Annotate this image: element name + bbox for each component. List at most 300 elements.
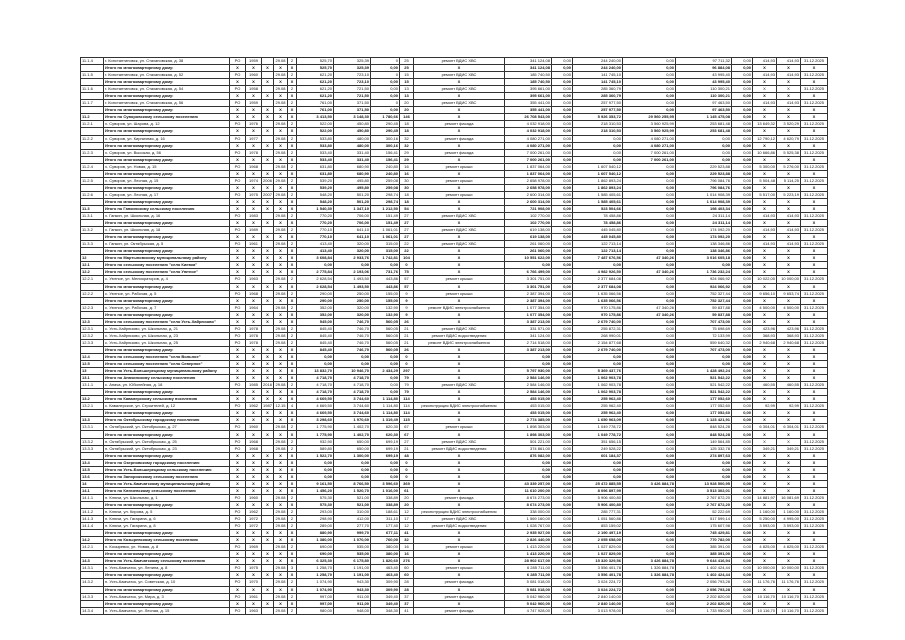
- table-cell: 14.3.4: [81, 607, 104, 614]
- table-cell: 0,00: [371, 262, 400, 269]
- table-cell: 41: [400, 607, 414, 614]
- table-cell: 1968: [246, 445, 262, 452]
- table-cell: 218 310,53: [573, 121, 623, 128]
- table-cell: Х: [230, 368, 246, 375]
- table-cell: Х: [262, 128, 274, 135]
- table-cell: Х: [230, 269, 246, 276]
- table-cell: 575,30: [297, 494, 334, 501]
- table-cell: 16 081,69: [777, 494, 801, 501]
- table-cell: РО: [230, 339, 246, 346]
- table-cell: 0,00: [623, 72, 676, 79]
- table-cell: 2: [288, 72, 297, 79]
- table-cell: 151,49: [371, 220, 400, 227]
- table-cell: 309,90: [371, 586, 400, 593]
- table-cell: РО: [230, 58, 246, 65]
- table-cell: 0,00: [552, 262, 573, 269]
- table-cell: Х: [230, 361, 246, 368]
- table-cell: п. Октябрьский, ул. Октябрьская, д. 27: [104, 424, 230, 431]
- table-cell: 0,00: [573, 142, 623, 149]
- table-cell: 315,00: [371, 248, 400, 255]
- table-cell: 29.08: [275, 607, 286, 613]
- table-cell: Х: [777, 558, 801, 565]
- table-cell: 619 138,00: [505, 227, 552, 234]
- table-cell: 177,40: [371, 523, 400, 530]
- table-body: [81, 58, 828, 615]
- table-cell: 0,00: [573, 473, 623, 480]
- table-cell: 761,00: [297, 100, 334, 107]
- table-cell: 1 049 778,72: [573, 424, 623, 431]
- table-cell: Итого по многоквартирному дому:: [104, 297, 230, 304]
- table-cell: 79: [400, 375, 414, 382]
- table-cell: 309,90: [371, 579, 400, 586]
- table-cell: 460,55: [753, 382, 777, 389]
- table-cell: 0,00: [732, 509, 753, 516]
- table-cell: 155,00: [371, 290, 400, 297]
- table-cell: Итого по многоквартирному дому:: [104, 128, 230, 135]
- table-cell: 29.08: [275, 523, 286, 529]
- table-cell: Х: [274, 368, 288, 375]
- table-cell: 1 493,50: [334, 283, 371, 290]
- table-cell: 110 300,21: [676, 86, 732, 93]
- table-cell: 261 060,00: [505, 241, 552, 248]
- table-cell: 0,00: [623, 452, 676, 459]
- table-row: [81, 142, 828, 149]
- table-cell: [81, 65, 104, 72]
- table-cell: Х: [288, 318, 297, 325]
- table-cell: 770,10: [297, 227, 334, 234]
- table-cell: 0,00: [297, 262, 334, 269]
- table-cell: 2 377 684,08: [573, 276, 623, 283]
- table-cell: Х: [262, 107, 274, 114]
- table-cell: Х: [777, 361, 801, 368]
- table-cell: 848 524,28: [676, 431, 732, 438]
- table-cell: ремонт фасада: [414, 121, 505, 128]
- table-cell: Х: [288, 170, 297, 177]
- table-cell: 1968: [246, 438, 262, 445]
- table-cell: 0,00: [371, 79, 400, 86]
- table-cell: 932,90: [297, 438, 334, 445]
- table-row: [81, 607, 828, 614]
- table-cell: 1963: [246, 276, 262, 283]
- table-cell: 4 982 926,50: [573, 269, 623, 276]
- table-cell: 5 517,00: [753, 191, 777, 198]
- table-cell: ремонт фасада: [414, 593, 505, 600]
- table-cell: 445 045,80: [573, 227, 623, 234]
- table-cell: 4 080 271,00: [505, 142, 552, 149]
- table-cell: 0,00: [552, 114, 573, 121]
- table-cell: Итого по сельскому поселению "село Вольное": [104, 353, 230, 360]
- table-cell: 122 713,14: [573, 248, 623, 255]
- table-cell: 11.3.1: [81, 213, 104, 220]
- table-cell: 31.12.2025: [801, 100, 828, 107]
- table-cell: Х: [274, 220, 288, 227]
- table-cell: 0,00: [623, 537, 676, 544]
- table-cell: 0,00: [334, 353, 371, 360]
- table-cell: 0,00: [552, 586, 573, 593]
- table-cell: 1 428 492,24: [676, 368, 732, 375]
- table-cell: Х: [753, 438, 777, 445]
- table-cell: Итого по многоквартирному дому:: [104, 530, 230, 537]
- table-cell: 0,00: [623, 494, 676, 501]
- table-cell: Х: [288, 487, 297, 494]
- table-cell: Итого по Апачинскому сельскому поселению: [104, 375, 230, 382]
- table-cell: 29.08: [275, 227, 286, 233]
- table-cell: Х: [414, 389, 505, 396]
- table-cell: 1 027 829,00: [573, 551, 623, 558]
- table-row: [81, 424, 828, 431]
- table-cell: 31.12.2025: [801, 509, 828, 516]
- table-cell: 110 300,21: [676, 93, 732, 100]
- table-cell: РО: [230, 100, 246, 107]
- table-cell: 1 780,66: [371, 114, 400, 121]
- table-cell: Х: [414, 572, 505, 579]
- table-cell: [81, 297, 104, 304]
- table-cell: 575,30: [297, 501, 334, 508]
- table-cell: 0,00: [732, 290, 753, 297]
- table-cell: 4 080 271,00: [623, 142, 676, 149]
- table-cell: с. Усть-Хайрюзово, ул. Школьная, д. 21: [104, 325, 230, 332]
- table-cell: Х: [777, 417, 801, 424]
- table-cell: 1 456,20: [297, 487, 334, 494]
- table-cell: Х: [262, 466, 274, 473]
- table-cell: Х: [801, 156, 828, 163]
- table-cell: 980,00: [297, 607, 334, 614]
- table-cell: 341 124,00: [505, 332, 552, 339]
- table-cell: 2: [288, 100, 297, 107]
- table-cell: 0,00: [623, 248, 676, 255]
- table-cell: 315,00: [371, 241, 400, 248]
- table-cell: 174 092,20: [676, 227, 732, 234]
- table-cell: 2 387 394,00: [505, 297, 552, 304]
- table-cell: 2 600 314,00: [505, 191, 552, 198]
- table-cell: Итого по Усть-Камчатскому муниципальному району: [104, 480, 230, 487]
- table-cell: 149 564,85: [676, 438, 732, 445]
- table-cell: 15 320 329,56: [573, 558, 623, 565]
- table-cell: 27: [400, 220, 414, 227]
- table-cell: 1 326 884,78: [623, 572, 676, 579]
- table-cell: 259,08: [371, 184, 400, 191]
- table-cell: Х: [777, 93, 801, 100]
- table-cell: 0,00: [623, 501, 676, 508]
- table-cell: 0,00: [732, 128, 753, 135]
- table-cell: ремонт крыши: [414, 177, 505, 184]
- table-cell: 61: [400, 487, 414, 494]
- table-cell: 0,00: [552, 565, 573, 572]
- table-cell: Х: [230, 128, 246, 135]
- table-cell: 9 161,50: [297, 480, 334, 487]
- table-cell: 0,00: [732, 311, 753, 318]
- table-cell: 0,00: [552, 473, 573, 480]
- table-cell: с. Апача, ул. Юбилейная, д. 18: [104, 382, 230, 389]
- table-cell: 0,00: [732, 255, 753, 262]
- table-cell: 0,00: [297, 353, 334, 360]
- table-cell: Х: [262, 530, 274, 537]
- table-cell: 28: [400, 579, 414, 586]
- table-cell: 0,00: [732, 445, 753, 452]
- table-cell: п. Усть-Камчатск, ул. Ленина, д. 8: [104, 565, 230, 572]
- table-cell: Х: [777, 537, 801, 544]
- table-cell: 156,41: [371, 149, 400, 156]
- table-cell: 249 528,22: [573, 445, 623, 452]
- table-cell: РО: [230, 494, 246, 501]
- table-cell: Х: [288, 572, 297, 579]
- table-cell: 0,00: [732, 530, 753, 537]
- table-cell: Х: [274, 537, 288, 544]
- table-cell: 310,00: [334, 509, 371, 516]
- table-cell: 501 221,00: [505, 438, 552, 445]
- table-cell: 970 175,86: [573, 304, 623, 311]
- table-cell: 7 000 261,00: [623, 149, 676, 156]
- table-cell: 412,00: [334, 516, 371, 523]
- table-cell: Итого по многоквартирному дому:: [104, 551, 230, 558]
- table-cell: Х: [274, 142, 288, 149]
- table-cell: 721,50: [334, 93, 371, 100]
- table-cell: 14.1.1: [81, 494, 104, 501]
- table-cell: Х: [274, 114, 288, 121]
- table-cell: 480,00: [334, 135, 371, 142]
- table-cell: 0,00: [623, 361, 676, 368]
- table-cell: 175 607,98: [676, 523, 732, 530]
- table-cell: 924 066,92: [676, 276, 732, 283]
- table-cell: Х: [801, 396, 828, 403]
- table-cell: 560,05: [371, 318, 400, 325]
- table-cell: 0,00: [732, 65, 753, 72]
- table-cell: Х: [262, 473, 274, 480]
- table-cell: Х: [777, 198, 801, 205]
- table-cell: Х: [230, 114, 246, 121]
- table-cell: 250,00: [334, 290, 371, 297]
- table-cell: 32: [400, 537, 414, 544]
- table-cell: 0,00: [552, 86, 573, 93]
- table-cell: 29.08: [275, 135, 286, 141]
- table-cell: 18: [400, 191, 414, 198]
- table-cell: Х: [246, 480, 262, 487]
- table-row: [81, 262, 828, 269]
- table-cell: реконструкция ВДИС электроснабжения: [414, 509, 505, 516]
- table-cell: 47 340,26: [623, 255, 676, 262]
- table-cell: 14.2: [81, 537, 104, 544]
- table-cell: 0,00: [732, 607, 753, 614]
- table-cell: 620,30: [371, 424, 400, 431]
- table-cell: 0,00: [623, 191, 676, 198]
- table-cell: Х: [414, 558, 505, 565]
- table-cell: 414,93: [777, 241, 801, 248]
- table-cell: Х: [274, 396, 288, 403]
- table-cell: [262, 494, 274, 501]
- table-cell: Х: [414, 220, 505, 227]
- table-cell: Х: [777, 248, 801, 255]
- table-cell: 0,00: [623, 410, 676, 417]
- table-cell: 706,00: [334, 213, 371, 220]
- table-cell: РО: [230, 593, 246, 600]
- table-cell: 997,00: [297, 600, 334, 607]
- table-cell: 650,00: [334, 445, 371, 452]
- table-cell: 290,45: [371, 121, 400, 128]
- table-cell: 1 300,00: [334, 452, 371, 459]
- table-cell: 31.12.2025: [801, 191, 828, 198]
- table-cell: 2: [288, 227, 297, 234]
- table-cell: 0,00: [623, 424, 676, 431]
- table-cell: [262, 325, 274, 332]
- table-cell: Х: [288, 417, 297, 424]
- table-cell: Х: [753, 501, 777, 508]
- table-cell: Х: [753, 262, 777, 269]
- table-cell: 3 413,50: [297, 114, 334, 121]
- table-cell: х. Суворов, ул. Лесная, д. 15: [104, 177, 230, 184]
- table-cell: 0: [400, 353, 414, 360]
- table-cell: Х: [414, 311, 505, 318]
- table-cell: 29.08: [275, 241, 286, 247]
- table-cell: 2: [288, 509, 297, 516]
- table-cell: 2 935 927,00: [505, 530, 552, 537]
- table-cell: х. Гапкин, ул. Октябрьская, д. 5: [104, 241, 230, 248]
- table-cell: 97 711,32: [676, 58, 732, 65]
- table-cell: 11.3: [81, 205, 104, 212]
- table-cell: 746,70: [334, 332, 371, 339]
- table-cell: 770,10: [297, 234, 334, 241]
- table-cell: Х: [230, 417, 246, 424]
- table-cell: 355 441,00: [505, 107, 552, 114]
- table-cell: РО: [230, 121, 246, 128]
- table-cell: Х: [246, 375, 262, 382]
- table-cell: 12.3.1: [81, 325, 104, 332]
- table-cell: [262, 332, 274, 339]
- table-cell: Х: [753, 248, 777, 255]
- table-cell: Х: [274, 93, 288, 100]
- table-cell: Х: [246, 551, 262, 558]
- table-cell: 0,00: [552, 283, 573, 290]
- table-cell: 650,00: [334, 438, 371, 445]
- table-cell: РО: [230, 227, 246, 234]
- table-cell: Итого по Суворовскому сельскому поселению: [104, 114, 230, 121]
- table-cell: 0,00: [552, 452, 573, 459]
- table-cell: Х: [753, 537, 777, 544]
- table-cell: Х: [230, 318, 246, 325]
- table-cell: [262, 121, 274, 128]
- table-row: [81, 128, 828, 135]
- table-cell: с. Уютное, ул. Рабочая, д. 5: [104, 290, 230, 297]
- table-cell: 240,80: [371, 163, 400, 170]
- table-cell: 2: [288, 149, 297, 156]
- table-cell: 0,00: [552, 509, 573, 516]
- table-cell: Х: [246, 269, 262, 276]
- table-cell: Х: [753, 396, 777, 403]
- table-cell: Х: [262, 501, 274, 508]
- table-cell: 0,00: [623, 509, 676, 516]
- table-cell: Х: [414, 487, 505, 494]
- table-cell: Х: [414, 198, 505, 205]
- table-cell: 2: [288, 325, 297, 332]
- table-cell: 1960: [246, 424, 262, 431]
- table-cell: Х: [753, 184, 777, 191]
- table-cell: 177 052,60: [676, 403, 732, 410]
- table-cell: 268 990,01: [573, 332, 623, 339]
- table-cell: 31.12.2025: [801, 241, 828, 248]
- table-cell: Х: [777, 551, 801, 558]
- table-cell: 31.12.2025: [801, 593, 828, 600]
- table-row: [81, 234, 828, 241]
- table-row: [81, 361, 828, 368]
- table-cell: 13.1: [81, 375, 104, 382]
- table-cell: 0,00: [371, 382, 400, 389]
- table-cell: 1 413 220,00: [505, 544, 552, 551]
- table-cell: 31.12.2025: [801, 72, 828, 79]
- table-cell: Х: [274, 198, 288, 205]
- table-cell: Х: [753, 410, 777, 417]
- table-cell: 338,89: [371, 501, 400, 508]
- table-cell: Х: [801, 198, 828, 205]
- table-cell: 0,00: [732, 593, 753, 600]
- table-cell: 3 016 605,18: [676, 255, 732, 262]
- table-cell: Х: [801, 205, 828, 212]
- table-cell: 6 766 499,00: [505, 269, 552, 276]
- table-cell: РО: [230, 438, 246, 445]
- table-cell: 9: [400, 297, 414, 304]
- table-cell: 414,93: [777, 227, 801, 234]
- table-row: [81, 149, 828, 156]
- table-cell: 3 301 751,00: [505, 276, 552, 283]
- table-cell: 0,00: [552, 184, 573, 191]
- table-row: [81, 325, 828, 332]
- table-cell: 4 718,70: [334, 382, 371, 389]
- table-cell: 13.3.3: [81, 445, 104, 452]
- table-cell: х. Гапкин, ул. Школьная, д. 18: [104, 227, 230, 234]
- table-cell: Х: [777, 107, 801, 114]
- table-cell: 1962: [246, 403, 262, 410]
- table-cell: 92,99: [777, 403, 801, 410]
- table-cell: 501,20: [334, 191, 371, 198]
- table-cell: 848 524,28: [676, 424, 732, 431]
- table-cell: 535,00: [334, 551, 371, 558]
- table-cell: 2: [288, 494, 297, 501]
- table-row: [81, 600, 828, 607]
- table-cell: 2 055 658,00: [573, 537, 623, 544]
- table-cell: 522,00: [297, 128, 334, 135]
- table-cell: 3 387 213,00: [505, 346, 552, 353]
- table-cell: 12: [400, 509, 414, 516]
- table-cell: 619 138,00: [505, 234, 552, 241]
- table-cell: 1963: [246, 607, 262, 614]
- table-cell: 0,00: [732, 93, 753, 100]
- table-cell: Х: [777, 600, 801, 607]
- table-cell: 352,00: [297, 304, 334, 311]
- table-cell: Х: [801, 234, 828, 241]
- table-cell: Х: [801, 480, 828, 487]
- table-cell: 6 304,01: [753, 424, 777, 431]
- table-cell: 43 995,40: [676, 72, 732, 79]
- table-cell: [81, 184, 104, 191]
- table-cell: ремонт фасада: [414, 494, 505, 501]
- table-cell: Х: [262, 114, 274, 121]
- table-cell: 707 473,00: [676, 346, 732, 353]
- table-cell: Х: [753, 318, 777, 325]
- table-cell: 29.08: [275, 72, 286, 78]
- table-row: [81, 184, 828, 191]
- table-cell: Х: [274, 410, 288, 417]
- table-cell: п. Ключи, ул. Школьная, д. 1: [104, 494, 230, 501]
- table-cell: 533,40: [297, 149, 334, 156]
- table-cell: 0,00: [732, 205, 753, 212]
- table-cell: Х: [274, 262, 288, 269]
- table-cell: 0,00: [552, 494, 573, 501]
- table-cell: 0,00: [623, 607, 676, 614]
- table-cell: 948,00: [334, 607, 371, 614]
- table-cell: Х: [274, 558, 288, 565]
- table-cell: 31.12.2025: [801, 494, 828, 501]
- table-cell: 0,00: [623, 332, 676, 339]
- table-cell: Х: [262, 283, 274, 290]
- table-cell: 414,93: [753, 241, 777, 248]
